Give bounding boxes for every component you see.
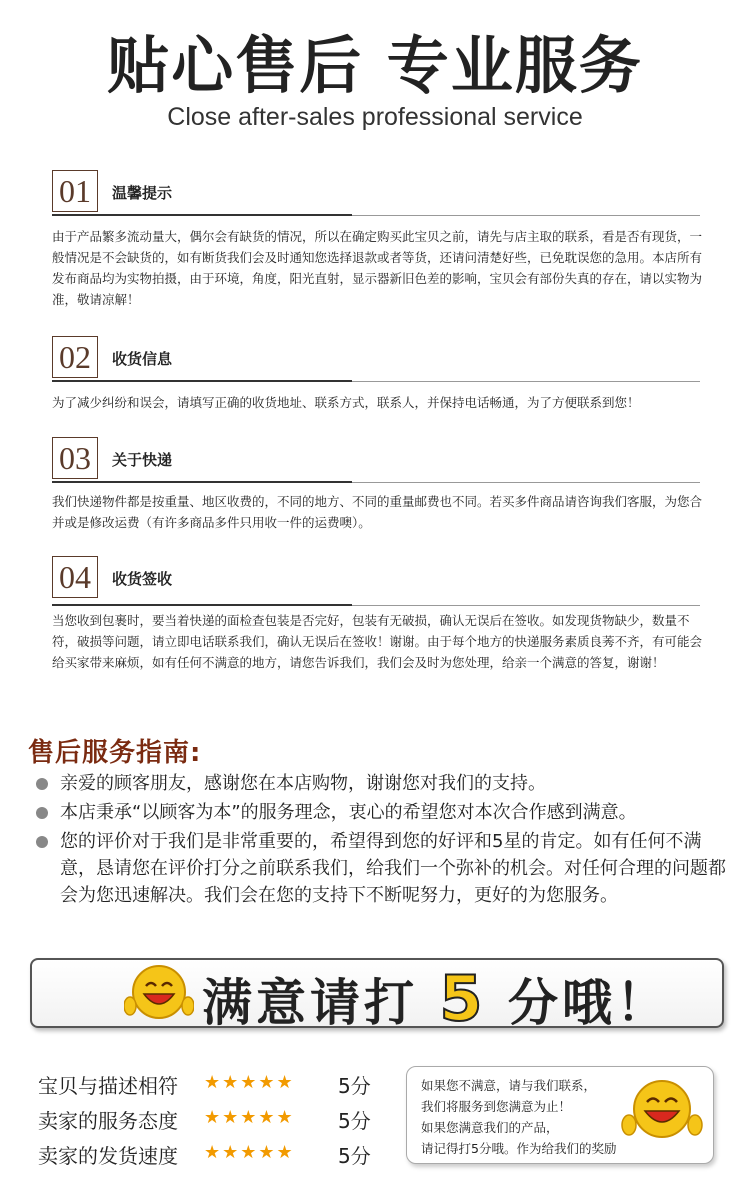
banner-five: 5 (439, 962, 487, 1035)
guide-item-text: 您的评价对于我们是非常重要的，希望得到您的好评和5星的肯定。如有任何不满意，恳请您在评价打分之前联系我们，给我们一个弥补的机会。对任何合理的问题都会为您迅速解决。我们会在您的支持下不断呢努力，更好的为您服务。 (60, 831, 726, 906)
section-title: 收货签收 (112, 570, 173, 588)
page-title: 贴心售后 专业服务 (107, 29, 643, 102)
rating-label: 卖家的服务态度 (38, 1109, 178, 1133)
section-body: 当您收到包裹时，要当着快递的面检查包装是否完好，包装有无破损，确认无误后在签收。如发现货物缺少，数量不符，破损等问题，请立即电话联系我们，确认无误后在签收！谢谢。由于每个地方的快递服务素质良莠不齐，有可能会给买家带来麻烦，如有任何不满意的地方，请您告诉我们，我们会及时为您处理，给亲一个满意的答复，谢谢！ (52, 613, 703, 670)
section-signing (52, 556, 702, 706)
section-receiving-info (52, 336, 702, 416)
divider (352, 215, 700, 216)
rating-score: 5分 (338, 1109, 371, 1133)
page-subtitle: Close after-sales professional service (167, 103, 583, 131)
thumbs-up-smiley-icon (124, 962, 194, 1024)
note-line: 如果您满意我们的产品， (421, 1120, 559, 1135)
section-body: 我们快递物件都是按重量、地区收费的，不同的地方、不同的重量邮费也不同。若买多件商品请咨询我们客服，为您合并或是修改运费（有许多商品多件只用收一件的运费噢）。 (52, 494, 703, 530)
section-warm-tips (52, 170, 702, 320)
section-number: 04 (52, 556, 98, 598)
star-rating-icon: ★★★★★ (204, 1107, 295, 1128)
section-title: 收货信息 (112, 350, 173, 368)
divider (52, 481, 352, 483)
rating-label: 宝贝与描述相符 (38, 1074, 178, 1098)
section-title: 温馨提示 (112, 184, 173, 202)
divider (52, 380, 352, 382)
guide-item (36, 770, 736, 797)
star-rating-icon: ★★★★★ (204, 1142, 295, 1163)
section-body: 由于产品繁多流动量大，偶尔会有缺货的情况，所以在确定购买此宝贝之前，请先与店主取的联系，看是否有现货，一般情况是不会缺货的，如有断货我们会及时通知您选择退款或者等货，还请问清楚好些，已免耽误您的急用。本店所有发布商品均为实物拍摄，由于环境，角度，阳光直射，显示器新旧色差的影响，宝贝会有部份失真的存在，请以实物为准，敬请凉解！ (52, 229, 703, 307)
guide-item-text: 亲爱的顾客朋友，感谢您在本店购物，谢谢您对我们的支持。 (60, 773, 546, 794)
bullet-icon (36, 836, 48, 848)
banner-text-after: 分哦！ (507, 974, 670, 1032)
rating-label: 卖家的发货速度 (38, 1144, 178, 1168)
banner-text (202, 962, 670, 1035)
section-title: 关于快递 (112, 451, 173, 469)
note-box (406, 1066, 714, 1164)
bullet-icon (36, 778, 48, 790)
section-number: 03 (52, 437, 98, 479)
guide-list (36, 770, 736, 911)
rating-score: 5分 (338, 1074, 371, 1098)
guide-title: 售后服务指南: (28, 738, 202, 768)
guide-item-text: 本店秉承“以顾客为本”的服务理念，衷心的希望您对本次合作感到满意。 (60, 802, 637, 823)
section-number: 01 (52, 170, 98, 212)
rating-score: 5分 (338, 1144, 371, 1168)
divider (352, 381, 700, 382)
thumbs-up-smiley-icon (621, 1075, 703, 1147)
rating-banner (30, 958, 724, 1035)
section-body: 为了减少纠纷和误会，请填写正确的收货地址、联系方式，联系人，并保持电话畅通，为了方便联系到您！ (52, 395, 640, 410)
divider (352, 605, 700, 606)
note-line: 如果您不满意，请与我们联系， (421, 1078, 597, 1093)
divider (52, 604, 352, 606)
bullet-icon (36, 807, 48, 819)
banner-text-before: 满意请打 (202, 974, 418, 1032)
note-line: 请记得打5分哦。作为给我们的奖励 (421, 1141, 617, 1156)
section-delivery (52, 437, 702, 537)
divider (352, 482, 700, 483)
star-rating-icon: ★★★★★ (204, 1072, 295, 1093)
section-number: 02 (52, 336, 98, 378)
guide-item (36, 799, 736, 826)
note-text (421, 1075, 631, 1159)
note-line: 我们将服务到您满意为止！ (421, 1099, 572, 1114)
divider (52, 214, 352, 216)
guide-item (36, 828, 732, 909)
